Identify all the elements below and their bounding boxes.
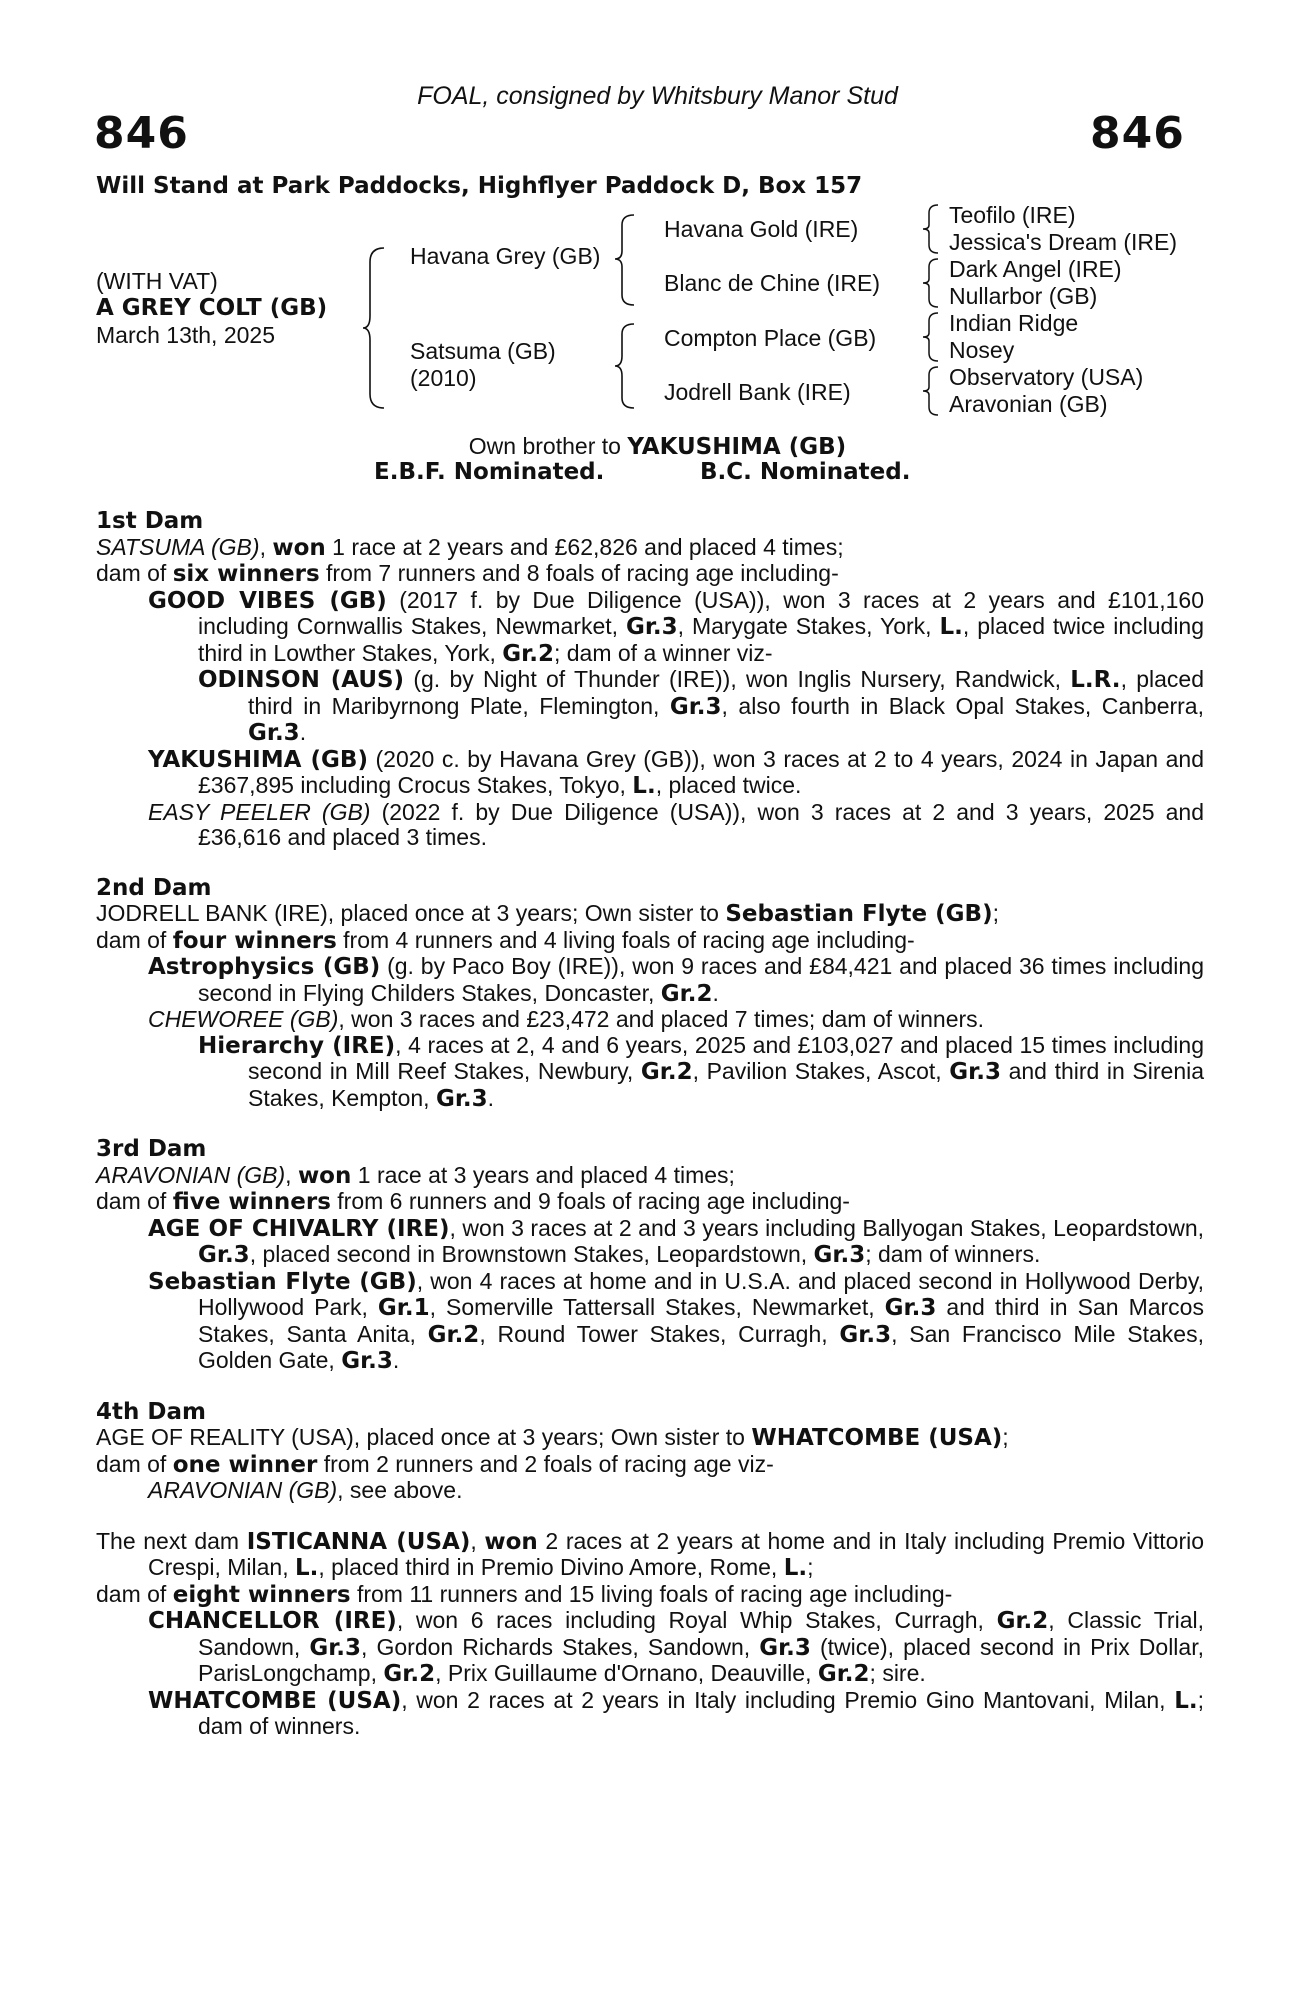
ebf-nominated: E.B.F. Nominated. [374, 459, 605, 485]
dam1-winners: six winners [172, 561, 320, 587]
yakushima-t1: (2020 c. by Havana Grey (GB)), won 3 races at 2 to 4 years, 2024 in Japan and £367,895 including Crocus Stakes, Tokyo, [198, 745, 1204, 798]
sebastian-flyte-t4: , Round Tower Stakes, Curragh, [479, 1320, 840, 1347]
yakushima-name: YAKUSHIMA (GB) [148, 746, 368, 773]
sebastian-flyte-t2: , Somerville Tattersall Stakes, Newmarket, [429, 1294, 885, 1320]
ped-g3-3: Dark Angel (IRE) [949, 256, 1122, 282]
next-dam-sep: , [470, 1527, 477, 1554]
own-brother-prefix: Own brother to [468, 433, 621, 459]
ped-g3-5: Indian Ridge [949, 310, 1079, 336]
chancellor-t6: ; sire. [869, 1660, 926, 1686]
next-dam-line1 [96, 1529, 1204, 1582]
sebastian-flyte-g2: Gr.3 [884, 1295, 937, 1321]
dam1-line1 [96, 535, 1204, 562]
dam2-l1-end: ; [992, 900, 999, 926]
aravonian-t1: , see above. [337, 1477, 463, 1503]
sebastian-flyte-t3: and third in San Marcos Stakes, Santa Anita, [198, 1294, 1204, 1347]
entry-odinson [96, 667, 1204, 747]
good-vibes-name: GOOD VIBES (GB) [148, 587, 387, 614]
entry-aravonian [96, 1478, 1204, 1504]
dam4-line2 [96, 1452, 1204, 1479]
dam4-l1-end: ; [1002, 1424, 1009, 1450]
ped-sire-dam: Blanc de Chine (IRE) [664, 270, 881, 296]
entry-yakushima [96, 747, 1204, 800]
ped-g3-8: Aravonian (GB) [949, 391, 1108, 417]
dam3-line2 [96, 1189, 1204, 1216]
next-dam-name: ISTICANNA (USA) [246, 1528, 471, 1555]
chancellor-g3: Gr.3 [759, 1634, 811, 1661]
age-of-chivalry-t1: , won 3 races at 2 and 3 years including Ballyogan Stakes, Leopardstown, [449, 1214, 1205, 1241]
dam4-winners: one winner [172, 1451, 318, 1478]
ped-dam-sire: Compton Place (GB) [664, 325, 877, 351]
ped-g3-4: Nullarbor (GB) [949, 283, 1098, 309]
astrophysics-t2: . [712, 979, 719, 1006]
ped-dam-year: (2010) [410, 365, 477, 391]
dam2-l1-text: JODRELL BANK (IRE), placed once at 3 years; Own sister to [96, 900, 726, 926]
dam3-sep: , [285, 1161, 292, 1188]
odinson-t1: (g. by Night of Thunder (IRE)), won Inglis Nursery, Randwick, [404, 666, 1071, 692]
lot-number-left: 846 [94, 108, 189, 159]
yakushima-t2: , placed twice. [655, 772, 802, 798]
next-dam-l2-rest: from 11 runners and 15 living foals of racing age including- [350, 1580, 953, 1607]
good-vibes-g3: Gr.2 [502, 640, 554, 667]
next-dam-line2 [96, 1582, 1204, 1609]
entry-hierarchy [96, 1033, 1204, 1113]
own-brother-line [0, 433, 1315, 461]
next-dam-pre: The next dam [96, 1527, 240, 1554]
entry-whatcombe [96, 1688, 1204, 1740]
chancellor-g1: Gr.2 [996, 1608, 1049, 1634]
consignor-line [0, 82, 1315, 111]
dam1-l2-rest: from 7 runners and 8 foals of racing age including- [319, 560, 839, 586]
dam3-line1 [96, 1163, 1204, 1190]
dam4-line1 [96, 1425, 1204, 1452]
dam1-l2-pre: dam of [96, 560, 167, 586]
dam2-winners: four winners [172, 927, 337, 954]
astrophysics-g1: Gr.2 [660, 980, 713, 1007]
hierarchy-t3: and third in Sirenia Stakes, Kempton, [248, 1058, 1205, 1111]
good-vibes-t4: ; dam of a winner viz- [553, 639, 773, 666]
sebastian-flyte-g5: Gr.3 [341, 1348, 393, 1374]
hierarchy-name: Hierarchy (IRE) [198, 1032, 396, 1059]
hierarchy-g1: Gr.2 [640, 1059, 693, 1085]
dam1-sep: , [259, 533, 266, 560]
cheworee-t1: , won 3 races and £23,472 and placed 7 times; dam of winners. [338, 1006, 985, 1032]
dam3-winners: five winners [172, 1189, 331, 1215]
astrophysics-t1: (g. by Paco Boy (IRE)), won 9 races and £84,421 and placed 36 times including second in Flying Childers Stakes, Doncaster, [198, 953, 1204, 1006]
chancellor-g4: Gr.2 [383, 1661, 436, 1687]
dam2-sister: Sebastian Flyte (GB) [725, 901, 993, 927]
stand-location: Will Stand at Park Paddocks, Highflyer Paddock D, Box 157 [96, 173, 863, 199]
next-dam-g1: L. [294, 1555, 319, 1581]
bracket-g3 [922, 311, 942, 363]
sebastian-flyte-t5: , San Francisco Mile Stakes, Golden Gate, [198, 1320, 1204, 1373]
entry-sebastian-flyte [96, 1269, 1204, 1375]
easy-peeler-t1: (2022 f. by Due Diligence (USA)), won 3 races at 2 and 3 years, 2025 and £36,616 and placed 3 times. [198, 798, 1204, 850]
bracket-g1 [922, 203, 942, 255]
bc-nominated: B.C. Nominated. [700, 459, 911, 485]
odinson-t3: , also fourth in Black Opal Stakes, Canberra, [721, 692, 1204, 719]
next-dam-g2: L. [783, 1555, 808, 1581]
dam3-heading: 3rd Dam [96, 1136, 207, 1162]
dam3-won: won [297, 1162, 352, 1189]
good-vibes-t3: , placed twice including third in Lowther Stakes, York, [198, 613, 1205, 666]
foaling-date: March 13th, 2025 [96, 322, 276, 348]
hierarchy-t1: , 4 races at 2, 4 and 6 years, 2025 and £103,027 and placed 15 times including second in Mill Reef Stakes, Newbury, [248, 1031, 1204, 1084]
entry-cheworee [96, 1007, 1204, 1033]
dam2-l2-pre: dam of [96, 926, 167, 953]
dam2-line1 [96, 901, 1204, 928]
astrophysics-name: Astrophysics (GB) [148, 954, 381, 980]
dam4-l2-rest: from 2 runners and 2 foals of racing age viz- [317, 1450, 774, 1477]
sebastian-flyte-g4: Gr.3 [839, 1321, 892, 1348]
lot-title: A GREY COLT (GB) [96, 295, 328, 321]
ped-sire-sire: Havana Gold (IRE) [664, 216, 859, 242]
hierarchy-g2: Gr.3 [949, 1059, 1001, 1085]
consignor-text: FOAL, consigned by Whitsbury Manor Stud [417, 82, 898, 110]
bracket-sire [614, 213, 638, 307]
ped-dam: Satsuma (GB) [410, 338, 556, 364]
age-of-chivalry-t2: , placed second in Brownstown Stakes, Leopardstown, [249, 1241, 814, 1267]
entry-easy-peeler [96, 800, 1204, 851]
sebastian-flyte-t6: . [392, 1347, 400, 1373]
hierarchy-t2: , Pavilion Stakes, Ascot, [692, 1058, 950, 1084]
hierarchy-g3: Gr.3 [435, 1085, 488, 1112]
chancellor-t4: (twice), placed second in Prix Dollar, ParisLongchamp, [198, 1633, 1204, 1686]
sebastian-flyte-name: Sebastian Flyte (GB) [148, 1268, 417, 1295]
bracket-g2 [922, 257, 942, 309]
ped-sire: Havana Grey (GB) [410, 243, 601, 269]
whatcombe-name: WHATCOMBE (USA) [148, 1687, 402, 1714]
dam2-line2 [96, 928, 1204, 955]
sebastian-flyte-g3: Gr.2 [427, 1321, 480, 1348]
dam4-l2-pre: dam of [96, 1450, 167, 1477]
dam4-heading: 4th Dam [96, 1398, 206, 1425]
good-vibes-t1: (2017 f. by Due Diligence (USA)), won 3 races at 2 years and £101,160 including Cornwallis Stakes, Newmarket, [198, 586, 1204, 639]
odinson-g2: Gr.3 [669, 693, 722, 720]
chancellor-name: CHANCELLOR (IRE) [148, 1608, 397, 1634]
catalogue-body [96, 509, 1204, 1740]
ped-g3-2: Jessica's Dream (IRE) [949, 229, 1178, 255]
dam2-l2-rest: from 4 runners and 4 living foals of racing age including- [336, 926, 915, 953]
dam4-l1-text: AGE OF REALITY (USA), placed once at 3 years; Own sister to [96, 1424, 752, 1450]
bracket-dam [614, 322, 638, 410]
ped-dam-dam: Jodrell Bank (IRE) [664, 379, 851, 405]
odinson-g1: L.R. [1070, 667, 1121, 693]
age-of-chivalry-g1: Gr.3 [198, 1242, 250, 1268]
entry-age-of-chivalry [96, 1216, 1204, 1269]
next-dam-t1: 2 races at 2 years at home and in Italy including Premio Vittorio Crespi, Milan, [148, 1527, 1205, 1580]
age-of-chivalry-name: AGE OF CHIVALRY (IRE) [148, 1215, 450, 1242]
age-of-chivalry-t3: ; dam of winners. [865, 1241, 1041, 1267]
ped-g3-1: Teofilo (IRE) [949, 202, 1076, 228]
dam3-l2-pre: dam of [96, 1188, 167, 1214]
whatcombe-t2: ; dam of winners. [198, 1686, 1204, 1739]
dam3-l2-rest: from 6 runners and 9 foals of racing age including- [330, 1188, 850, 1214]
odinson-name: ODINSON (AUS) [198, 667, 405, 693]
whatcombe-g1: L. [1174, 1687, 1198, 1714]
good-vibes-g2: L. [939, 614, 963, 640]
chancellor-t3: , Gordon Richards Stakes, Sandown, [361, 1633, 760, 1660]
next-dam-t2: , placed third in Premio Divino Amore, Rome, [318, 1554, 784, 1580]
ped-g3-7: Observatory (USA) [949, 364, 1144, 390]
lot-number-right: 846 [1090, 108, 1185, 159]
chancellor-t2: , Classic Trial, Sandown, [198, 1607, 1204, 1660]
odinson-t4: . [299, 719, 307, 745]
next-dam-t3: ; [807, 1554, 814, 1580]
dam2-heading: 2nd Dam [96, 874, 212, 901]
yakushima-g1: L. [632, 773, 656, 799]
sebastian-flyte-t1: , won 4 races at home and in U.S.A. and placed second in Hollywood Derby, Hollywood Park, [198, 1267, 1205, 1320]
odinson-t2: , placed third in Maribyrnong Plate, Flemington, [248, 666, 1205, 719]
entry-good-vibes [96, 588, 1204, 668]
aravonian-name: ARAVONIAN (GB) [148, 1477, 338, 1503]
next-dam-l2-pre: dam of [96, 1580, 167, 1607]
next-dam-won: won [484, 1528, 538, 1555]
chancellor-t1: , won 6 races including Royal Whip Stakes, Curragh, [396, 1607, 997, 1633]
cheworee-name: CHEWOREE (GB) [148, 1006, 339, 1032]
entry-astrophysics [96, 954, 1204, 1007]
entry-chancellor [96, 1608, 1204, 1688]
dam1-name: SATSUMA (GB) [96, 533, 260, 560]
vat-note: (WITH VAT) [96, 268, 218, 294]
next-dam-winners: eight winners [172, 1581, 351, 1608]
dam1-heading: 1st Dam [96, 508, 204, 534]
dam4-sister: WHATCOMBE (USA) [751, 1425, 1003, 1451]
dam1-rest: 1 race at 2 years and £62,826 and placed 4 times; [325, 533, 844, 560]
bracket-main [362, 246, 386, 410]
good-vibes-g1: Gr.3 [625, 614, 678, 640]
chancellor-g5: Gr.2 [817, 1661, 870, 1687]
bracket-g4 [922, 365, 942, 417]
chancellor-t5: , Prix Guillaume d'Ornano, Deauville, [435, 1660, 818, 1686]
good-vibes-t2: , Marygate Stakes, York, [677, 613, 940, 639]
own-brother-name: YAKUSHIMA (GB) [627, 434, 847, 460]
dam1-won: won [272, 534, 326, 561]
sebastian-flyte-g1: Gr.1 [377, 1295, 430, 1321]
age-of-chivalry-g2: Gr.3 [813, 1242, 866, 1268]
chancellor-g2: Gr.3 [309, 1634, 362, 1661]
easy-peeler-name: EASY PEELER (GB) [148, 798, 371, 825]
ped-g3-6: Nosey [949, 337, 1015, 363]
dam1-line2 [96, 561, 1204, 588]
dam3-name: ARAVONIAN (GB) [96, 1161, 286, 1188]
hierarchy-t4: . [487, 1084, 495, 1111]
odinson-g3: Gr.3 [248, 720, 300, 746]
whatcombe-t1: , won 2 races at 2 years in Italy including Premio Gino Mantovani, Milan, [401, 1686, 1175, 1713]
dam3-rest: 1 race at 3 years and placed 4 times; [351, 1161, 735, 1188]
